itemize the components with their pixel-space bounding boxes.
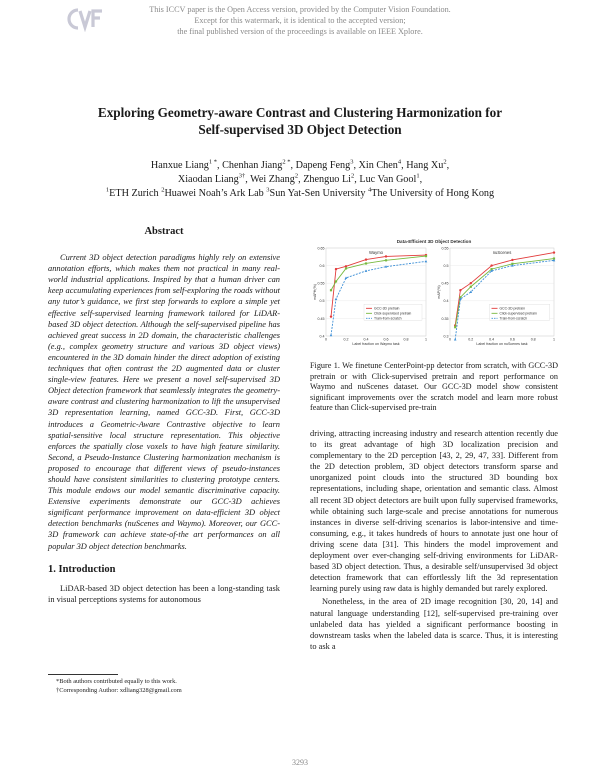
legend-label: Train-from-scratch <box>499 316 528 321</box>
data-point <box>454 338 457 340</box>
y-tick-label: 0.5 <box>319 299 325 304</box>
footnote-corresponding-author: †Corresponding Author: xdliang328@gmail.com <box>56 687 182 694</box>
chart-suptitle: Data-Efficient 3D Object Detection <box>396 239 472 244</box>
legend-label: Click-supervised pretrain <box>374 311 412 316</box>
data-point <box>330 289 332 291</box>
x-tick-label: 1 <box>553 337 555 342</box>
paper-title-line-1: Exploring Geometry-aware Contrast and Clustering Harmonization for <box>97 105 503 120</box>
footnotes <box>48 677 280 695</box>
data-point <box>385 255 387 257</box>
legend-label: Click-supervised pretrain <box>499 311 537 316</box>
x-tick-label: 0.8 <box>530 337 536 342</box>
x-tick-label: 0.4 <box>489 337 495 342</box>
x-tick-label: 0.6 <box>509 337 515 342</box>
nuscenes-panel <box>437 246 555 346</box>
y-tick-label: 0.55 <box>317 281 325 286</box>
data-point <box>335 280 337 282</box>
legend-label: GCC-3D pretrain <box>499 306 525 311</box>
x-axis-label: Label fraction on Waymo task <box>352 342 400 346</box>
figure-1-caption: Figure 1. We finetune CenterPoint-pp detector from scratch, with GCC-3D pretrain or with Click-supervised pretrain and report performance on Waymo and nuScenes dataset. Our GCC-3D model show consistent significant improvements over the scratch model and learn more robust feature than Click-supervised pre-train <box>310 361 558 413</box>
figure-1-chart <box>310 238 558 356</box>
right-paragraph-1: driving, attracting increasing industry and research attention recently due to its great advantage of high 3D localization precision and complementary to the 2D perception [43, 2, 29, 47, 33]. Different from the 2D detection problem, 3D object detectors transform sparse and unorganized point clouds into the structured 3D bounding box representations, including shape, orientation and semantic class. Almost all recent 3D object detectors are built upon fully supervised frameworks, while obtaining such large-scale and precise annotations for numerous instances in diverse self-driving scenarios is labor-intensive and time-consuming, e.g., it takes hundreds of hours to annotate just one hour of driving scene data [31]. This hinders the model improvement and deployment over ever-changing self-driving environments for LiDAR-based 3D object detection. Thus, a desirable self/unsupervised 3d object detection framework that can effortlessly lift the 3d representation learning purely using raw data is highly demanded but rarely explored. <box>310 429 558 594</box>
x-tick-label: 0.6 <box>383 337 389 342</box>
y-tick-label: 0.5 <box>443 264 449 268</box>
data-point <box>345 267 347 269</box>
abstract-text: Current 3D object detection paradigms highly rely on extensive annotation efforts, which makes them not practical in many real-world industrial applications. Inspired by that a human driver can keep accumulating experiences from self-exploring the roads without any tutor’s guidance, we first step forwards to explore a simple yet effective self-supervised learning framework tailored for LiDAR-based 3D object detection. Although the self-supervised pipeline has achieved great success in 2D domain, the characteristic challenges (e.g., complex geometry structure and various 3D object views) encountered in the 3D domain hinder the direct adoption of existing techniques that often contrast the 2D augmented data or cluster single-view features. Here we present a novel self-supervised 3D Object detection framework that seamlessly integrates the geometry-aware contrast and clustering harmonization to lift the unsupervised 3D representation learning, named GCC-3D. First, GCC-3D introduces a Geometric-Aware Contrastive objective to learn spatial-sensitive local structure representation. This objective enforces the spatially close voxels to have high feature similarity. Second, a Pseudo-Instance Clustering harmonization mechanism is proposed to encourage that different views of pseudo-instances should have consistent similarities to clustering prototype centers. This module endows our model semantic discriminative capacity. Extensive experiments demonstrate our GCC-3D achieves significant performance improvement on data-efficient 3D object detection benchmarks (nuScenes and Waymo). Moreover, our GCC-3D framework can achieve state-of-the art performances on all popular 3D object detection benchmarks. <box>48 253 280 551</box>
data-point <box>345 265 347 267</box>
introduction-heading: 1. Introduction <box>48 563 116 575</box>
y-tick-label: 0.65 <box>317 246 325 251</box>
introduction-paragraph: LiDAR-based 3D object detection has been a long-standing task in visual perceptions systems for autonomous <box>48 583 280 604</box>
data-point <box>425 255 427 257</box>
data-point <box>553 251 555 253</box>
data-point <box>365 258 367 260</box>
y-tick-label: 0.55 <box>441 246 449 251</box>
y-tick-label: 0.4 <box>319 334 325 339</box>
data-point <box>365 262 367 264</box>
right-column <box>310 428 558 652</box>
watermark-line-3: the final published version of the proceedings is available on IEEE Xplore. <box>177 27 423 36</box>
legend-label: Train-from-scratch <box>374 316 402 321</box>
data-point <box>459 289 461 291</box>
watermark-line-1: This ICCV paper is the Open Access version, provided by the Computer Vision Foundation. <box>149 5 451 14</box>
x-tick-label: 0.8 <box>403 337 409 342</box>
y-tick-label: 0.6 <box>319 264 325 268</box>
y-tick-label: 0.4 <box>443 299 449 304</box>
y-tick-label: 0.3 <box>443 334 449 339</box>
data-point <box>511 259 513 261</box>
waymo-panel <box>313 246 427 346</box>
y-tick-label: 0.45 <box>317 316 325 321</box>
y-tick-label: 0.45 <box>441 281 449 286</box>
data-point <box>385 259 387 261</box>
data-point <box>470 282 472 284</box>
left-column <box>48 226 280 605</box>
footnote-equal-contribution: *Both authors contributed equally to this work. <box>56 678 177 685</box>
plot-frame <box>326 248 426 336</box>
panel-title: Waymo <box>368 250 384 255</box>
right-paragraph-2: Nonetheless, in the area of 2D image recognition [30, 20, 14] and natural language understanding [12], self-supervised pre-training over unlabeled data has yielded a significant performance boosting in downstream tasks when the labeled data is scarce. Thus, it is interesting to ask a <box>310 597 558 651</box>
y-axis-label: mAPH(%) <box>313 284 317 300</box>
x-tick-label: 1 <box>425 337 427 342</box>
x-tick-label: 0 <box>449 337 451 342</box>
x-axis-label: Label fraction on nuScenes task <box>476 342 528 346</box>
y-tick-label: 0.35 <box>441 316 449 321</box>
watermark-line-2: Except for this watermark, it is identical to the accepted version; <box>194 16 406 25</box>
abstract-heading: Abstract <box>144 226 184 237</box>
x-tick-label: 0.2 <box>343 337 349 342</box>
data-point <box>330 315 332 317</box>
data-point <box>490 264 492 266</box>
page-number: 3293 <box>292 758 308 767</box>
paper-title-line-2: Self-supervised 3D Object Detection <box>198 122 402 137</box>
affiliations: $^1$ETH Zurich $^2$Huawei Noah’s Ark Lab $^3$Sun Yat-Sen University $^4$The University of Hong Kong <box>105 186 495 199</box>
x-tick-label: 0.4 <box>363 337 369 342</box>
authors-line-2: Xiaodan Liang$^{3\dagger}$, Wei Zhang$^2$, Zhenguo Li$^2$, Luc Van Gool$^1$, <box>177 172 423 185</box>
x-tick-label: 0.2 <box>468 337 474 342</box>
data-point <box>335 268 337 270</box>
data-point <box>454 326 456 328</box>
y-axis-label: mAP(%) <box>437 285 441 299</box>
authors-line-1: Hanxue Liang$^{1 *}$, Chenhan Jiang$^{2 *}$, Dapeng Feng$^3$, Xin Chen$^4$, Hang Xu$^2$, <box>150 158 450 171</box>
legend-label: GCC-3D pretrain <box>374 306 400 311</box>
footnote-rule <box>48 674 118 675</box>
data-point <box>470 286 472 288</box>
panel-title: nuScenes <box>492 250 512 255</box>
x-tick-label: 0 <box>325 337 327 342</box>
